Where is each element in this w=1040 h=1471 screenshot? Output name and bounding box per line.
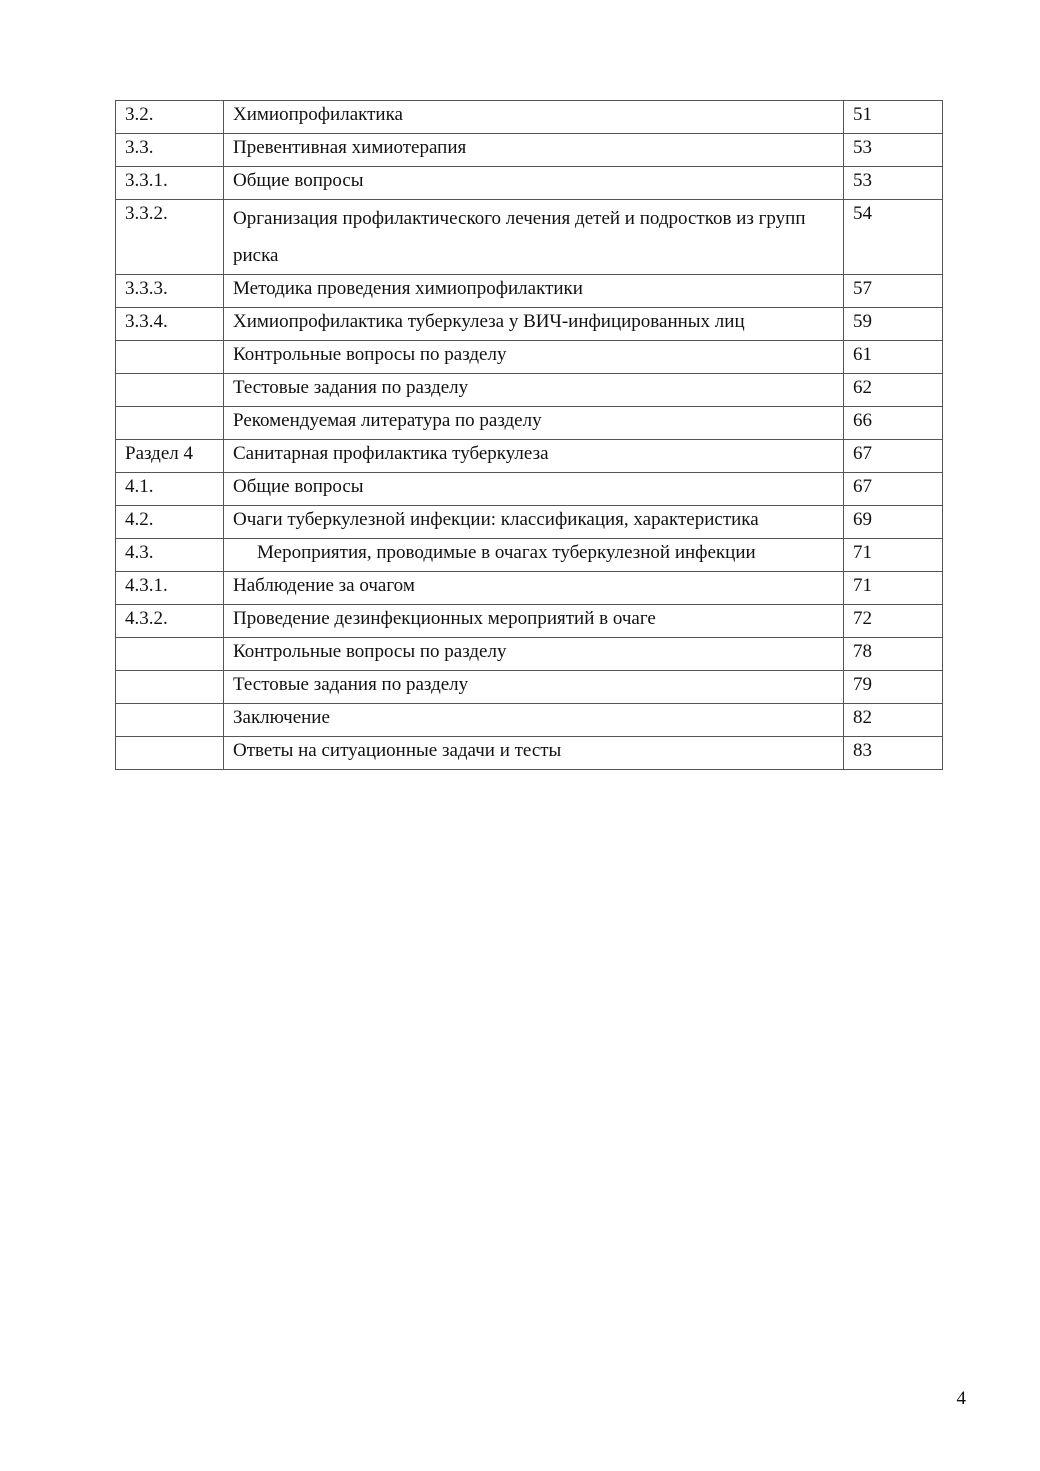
- section-number: 4.3.1.: [116, 572, 224, 605]
- table-row: [116, 539, 943, 572]
- section-title: Очаги туберкулезной инфекции: классификация, характеристика: [224, 506, 844, 539]
- section-page: 83: [844, 737, 943, 770]
- table-row: [116, 308, 943, 341]
- table-row: [116, 440, 943, 473]
- section-page: 78: [844, 638, 943, 671]
- section-number: 3.2.: [116, 101, 224, 134]
- section-number: [116, 737, 224, 770]
- table-row: [116, 572, 943, 605]
- section-page: 72: [844, 605, 943, 638]
- table-row: [116, 407, 943, 440]
- table-row: [116, 605, 943, 638]
- table-row: [116, 638, 943, 671]
- section-number: 3.3.2.: [116, 200, 224, 275]
- section-page: 57: [844, 275, 943, 308]
- section-number: 4.3.2.: [116, 605, 224, 638]
- table-row: [116, 101, 943, 134]
- section-title: Химиопрофилактика: [224, 101, 844, 134]
- table-of-contents: [115, 100, 943, 770]
- section-title: Наблюдение за очагом: [224, 572, 844, 605]
- table-row: [116, 200, 943, 275]
- section-number: 4.2.: [116, 506, 224, 539]
- section-page: 61: [844, 341, 943, 374]
- page-number: 4: [956, 1388, 966, 1409]
- section-page: 62: [844, 374, 943, 407]
- section-title: Организация профилактического лечения детей и подростков из групп риска: [224, 200, 844, 275]
- section-title: Контрольные вопросы по разделу: [224, 638, 844, 671]
- section-number: 3.3.1.: [116, 167, 224, 200]
- section-number: Раздел 4: [116, 440, 224, 473]
- section-number: 4.1.: [116, 473, 224, 506]
- table-row: [116, 374, 943, 407]
- section-title: Общие вопросы: [224, 167, 844, 200]
- section-title: Методика проведения химиопрофилактики: [224, 275, 844, 308]
- section-page: 54: [844, 200, 943, 275]
- section-page: 67: [844, 473, 943, 506]
- section-number: 3.3.4.: [116, 308, 224, 341]
- section-number: 3.3.3.: [116, 275, 224, 308]
- section-page: 71: [844, 539, 943, 572]
- table-row: [116, 275, 943, 308]
- section-page: 66: [844, 407, 943, 440]
- section-page: 53: [844, 134, 943, 167]
- section-title: Мероприятия, проводимые в очагах туберкулезной инфекции: [224, 539, 844, 572]
- section-number: 3.3.: [116, 134, 224, 167]
- section-title: Общие вопросы: [224, 473, 844, 506]
- section-title: Рекомендуемая литература по разделу: [224, 407, 844, 440]
- section-title: Проведение дезинфекционных мероприятий в очаге: [224, 605, 844, 638]
- section-title: Контрольные вопросы по разделу: [224, 341, 844, 374]
- section-title: Санитарная профилактика туберкулеза: [224, 440, 844, 473]
- section-number: [116, 671, 224, 704]
- section-page: 71: [844, 572, 943, 605]
- section-number: 4.3.: [116, 539, 224, 572]
- section-number: [116, 638, 224, 671]
- section-page: 67: [844, 440, 943, 473]
- section-page: 53: [844, 167, 943, 200]
- table-row: [116, 473, 943, 506]
- section-number: [116, 341, 224, 374]
- table-row: [116, 704, 943, 737]
- section-number: [116, 407, 224, 440]
- table-row: [116, 737, 943, 770]
- section-title: Ответы на ситуационные задачи и тесты: [224, 737, 844, 770]
- table-row: [116, 134, 943, 167]
- table-row: [116, 506, 943, 539]
- section-title: Тестовые задания по разделу: [224, 374, 844, 407]
- table-row: [116, 671, 943, 704]
- section-number: [116, 704, 224, 737]
- section-page: 69: [844, 506, 943, 539]
- section-title: Превентивная химиотерапия: [224, 134, 844, 167]
- table-row: [116, 167, 943, 200]
- table-row: [116, 341, 943, 374]
- section-page: 79: [844, 671, 943, 704]
- section-page: 82: [844, 704, 943, 737]
- section-title: Заключение: [224, 704, 844, 737]
- section-title: Химиопрофилактика туберкулеза у ВИЧ-инфицированных лиц: [224, 308, 844, 341]
- section-number: [116, 374, 224, 407]
- section-page: 51: [844, 101, 943, 134]
- section-page: 59: [844, 308, 943, 341]
- section-title: Тестовые задания по разделу: [224, 671, 844, 704]
